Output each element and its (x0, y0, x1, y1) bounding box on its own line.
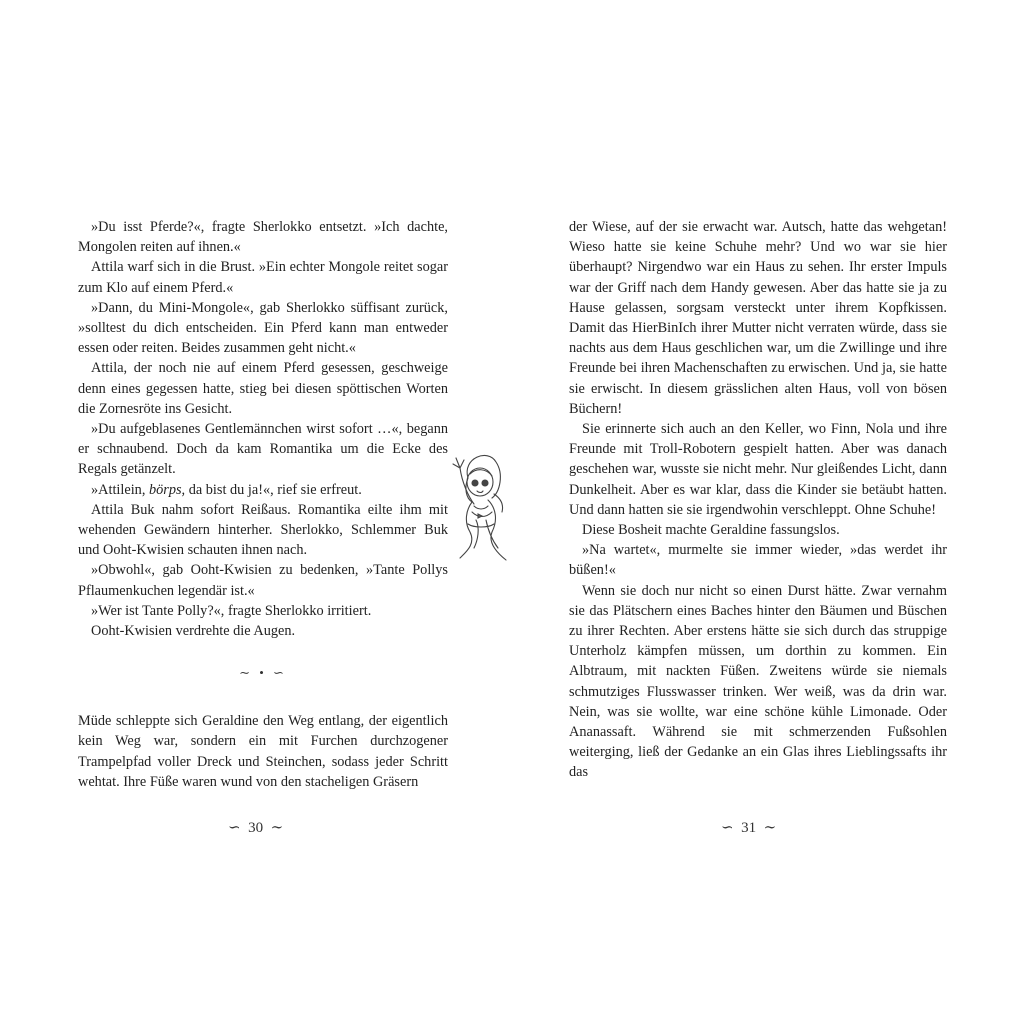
illustration-svg (448, 448, 518, 570)
paragraph-with-italic (78, 480, 448, 500)
paragraph: Diese Bosheit machte Geraldine fassungslos. (582, 522, 840, 539)
paragraph: der Wiese, auf der sie erwacht war. Autsch, hatte das wehgetan! Wieso hatte sie keine Schuhe mehr? Und wo war sie hier überhaupt? Nirgendwo war ein Haus zu sehen. Ihr erster Impuls war der Griff nach dem Handy gewesen. Aber das hatte sie ja zu Hause gelassen, sorgsam versteckt unter ihrem Kopfkissen. Damit das HierBinIch ihrer Mutter nicht verraten würde, dass sie nachts aus dem Haus geschlichen war, um die Zwillinge und ihre Freunde bei ihren Machenschaften zu erwischen. Und ja, sie hatte sie erwischt. In diesem grässlichen alten Haus, voll von bösen Büchern! (569, 219, 947, 417)
text-span: da bist du ja!«, rief sie erfreut. (185, 481, 362, 498)
girl-character-sketch-icon (448, 448, 518, 570)
left-page (78, 217, 448, 792)
page-number-right: ∽ 31 ∼ (721, 820, 777, 836)
paragraph: Wenn sie doch nur nicht so einen Durst hätte. Zwar vernahm sie das Plätschern eines Baches hinter den Bäumen und Büschen zu ihrer Rechten. Aber erstens hätte sie sich durch das struppige Unterholz kämpfen müssen, um dorthin zu kommen. Ein Albtraum, mit nackten Füßen. Zweitens würde sie niemals schmutziges Flusswasser trinken. Wer weiß, was da drin war. Nein, was sie wollte, war eine schöne kühle Limonade. Oder Ananassaft. Während sie mit schmerzenden Fußsohlen weiterging, ließ der Gedanke an ein Glas ihres Lieblingssafts ihr das (569, 582, 947, 781)
italic-word: börps, (148, 481, 186, 498)
paragraph: Attila warf sich in die Brust. »Ein echter Mongole reitet sogar zum Klo auf einem Pferd.« (78, 259, 448, 296)
paragraph: »Na wartet«, murmelte sie immer wieder, »das werdet ihr büßen!« (569, 542, 947, 579)
paragraph: Attila Buk nahm sofort Reißaus. Romantika eilte ihm mit wehenden Gewändern hinterher. Sherlokko, Schlemmer Buk und Ooht-Kwisien schauten ihnen nach. (78, 501, 448, 559)
paragraph: Ooht-Kwisien verdrehte die Augen. (91, 623, 296, 640)
right-page (569, 217, 947, 783)
paragraph: Müde schleppte sich Geraldine den Weg entlang, der eigentlich kein Weg war, sondern ein mit Furchen durchzogener Trampelpfad voller Dreck und Steinchen, sodass jeder Schritt wehtat. Ihre Füße waren wund von den stacheligen Gräsern (78, 713, 448, 790)
paragraph: »Du isst Pferde?«, fragte Sherlokko entsetzt. »Ich dachte, Mongolen reiten auf ihnen.« (78, 219, 448, 256)
paragraph: »Obwohl«, gab Ooht-Kwisien zu bedenken, »Tante Pollys Pflaumenkuchen legendär ist.« (78, 562, 448, 599)
section-ornament: ∼ • ∽ (239, 665, 287, 681)
text-span: »Attilein, (91, 481, 149, 498)
page-number-left: ∽ 30 ∼ (228, 820, 284, 836)
paragraph: Attila, der noch nie auf einem Pferd gesessen, geschweige denn eines gegessen hatte, stieg bei diesen spöttischen Worten die Zornesröte ins Gesicht. (78, 360, 448, 417)
paragraph: »Wer ist Tante Polly?«, fragte Sherlokko irritiert. (91, 602, 372, 619)
paragraph: »Dann, du Mini-Mongole«, gab Sherlokko süffisant zurück, »solltest du dich entscheiden. Ein Pferd kann man entweder essen oder reiten. Beides zusammen geht nicht.« (78, 299, 448, 357)
paragraph: »Du aufgeblasenes Gentlemännchen wirst sofort …«, begann er schnaubend. Doch da kam Romantika um die Ecke des Regals getänzelt. (78, 421, 448, 478)
paragraph: Sie erinnerte sich auch an den Keller, wo Finn, Nola und ihre Freunde mit Troll-Robotern gespielt hatten. Aber was danach geschehen war, wusste sie nicht mehr. Nur gleißendes Licht, dann Dunkelheit. Aber es war klar, dass die Kinder sie betäubt hatten. Und dann hatten sie sie irgendwohin verschleppt. Ohne Schuhe! (569, 421, 947, 518)
